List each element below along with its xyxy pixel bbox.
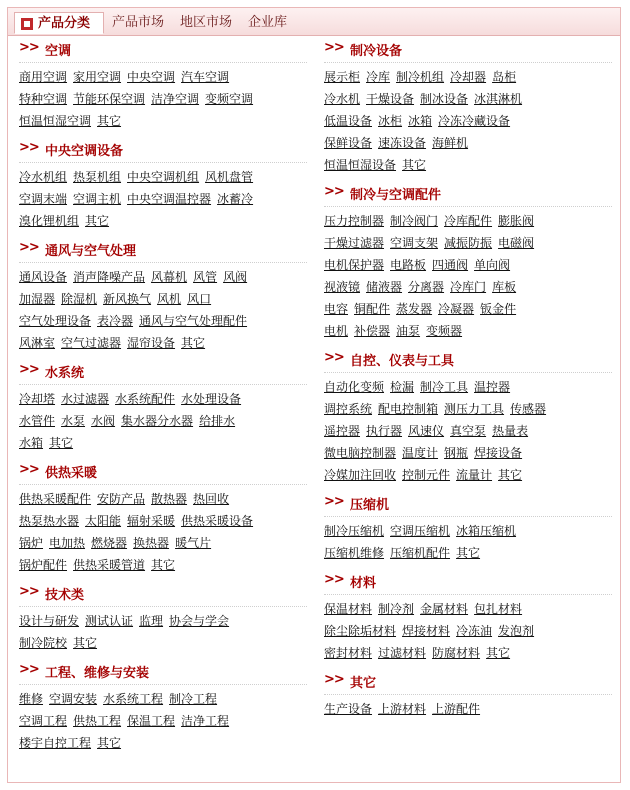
category-icon [21, 18, 33, 30]
chevron-icon: >> [19, 584, 39, 599]
category-link[interactable]: 视液镜 [324, 280, 361, 294]
category-link[interactable]: 遥控器 [324, 424, 361, 438]
category-link[interactable]: 蒸发器 [396, 302, 433, 316]
category-link[interactable]: 上游配件 [432, 702, 481, 716]
category-link[interactable]: 特种空调 [19, 92, 68, 106]
category-link[interactable]: 金属材料 [420, 602, 469, 616]
category-link[interactable]: 制冷机组 [396, 70, 445, 84]
item-row [19, 510, 307, 532]
category-link[interactable]: 水泵 [61, 414, 86, 428]
category-link[interactable]: 四通阀 [432, 258, 469, 272]
category-link[interactable]: 压缩机配件 [390, 546, 451, 560]
category-link[interactable]: 恒温恒湿空调 [19, 114, 92, 128]
section-items [19, 610, 307, 654]
section-header [19, 138, 307, 163]
category-link[interactable]: 热泵热水器 [19, 514, 80, 528]
category-link[interactable]: 冷却塔 [19, 392, 56, 406]
chevron-icon: >> [19, 462, 39, 477]
category-link[interactable]: 水箱 [19, 436, 44, 450]
category-link[interactable]: 干燥过滤器 [324, 236, 385, 250]
category-link[interactable]: 测试认证 [85, 614, 134, 628]
category-link[interactable]: 保温材料 [324, 602, 373, 616]
category-link[interactable]: 电加热 [49, 536, 86, 550]
category-panel [7, 7, 621, 783]
category-link[interactable]: 供热采暖管道 [73, 558, 146, 572]
section-items [19, 266, 307, 354]
category-link[interactable]: 冷媒加注回收 [324, 468, 397, 482]
chevron-icon: >> [324, 572, 344, 587]
item-row [19, 610, 307, 632]
category-link[interactable]: 微电脑控制器 [324, 446, 397, 460]
category-link[interactable]: 变频空调 [205, 92, 254, 106]
category-link[interactable]: 生产设备 [324, 702, 373, 716]
item-row [19, 88, 307, 110]
category-link[interactable]: 水系统工程 [103, 692, 164, 706]
category-link[interactable]: 锅炉 [19, 536, 44, 550]
item-row [19, 432, 307, 454]
category-link[interactable]: 冰箱 [408, 114, 433, 128]
section-header [19, 38, 307, 63]
item-row [324, 254, 612, 276]
item-row [324, 620, 612, 642]
category-link[interactable]: 除尘除垢材料 [324, 624, 397, 638]
category-link[interactable]: 节能环保空调 [73, 92, 146, 106]
category-link[interactable]: 电路板 [390, 258, 427, 272]
chevron-icon: >> [324, 40, 344, 55]
section-title[interactable]: 材料 [350, 576, 377, 591]
category-link[interactable]: 发泡剂 [498, 624, 535, 638]
category-link[interactable]: 消声降噪产品 [73, 270, 146, 284]
category-link[interactable]: 制冷压缩机 [324, 524, 385, 538]
section-title[interactable]: 制冷设备 [350, 44, 403, 59]
item-row [324, 320, 612, 342]
item-row [324, 520, 612, 542]
category-link[interactable]: 真空泵 [450, 424, 487, 438]
category-link[interactable]: 传感器 [510, 402, 547, 416]
category-link[interactable]: 储液器 [366, 280, 403, 294]
item-row [324, 420, 612, 442]
section-title[interactable]: 工程、维修与安装 [45, 666, 150, 681]
category-link[interactable]: 上游材料 [378, 702, 427, 716]
section-items [324, 698, 612, 720]
category-link[interactable]: 冰柜 [378, 114, 403, 128]
category-link[interactable]: 膨胀阀 [498, 214, 535, 228]
category-link[interactable]: 太阳能 [85, 514, 122, 528]
category-link[interactable]: 补偿器 [354, 324, 391, 338]
category-link[interactable]: 水管件 [19, 414, 56, 428]
category-link[interactable]: 冷库配件 [444, 214, 493, 228]
chevron-icon: >> [19, 362, 39, 377]
category-link[interactable]: 除湿机 [61, 292, 98, 306]
category-link[interactable]: 电机 [324, 324, 349, 338]
section-items [19, 166, 307, 232]
category-link[interactable]: 风速仪 [408, 424, 445, 438]
category-link[interactable]: 冷却器 [450, 70, 487, 84]
section-header [19, 360, 307, 385]
category-link[interactable]: 配电控制箱 [378, 402, 439, 416]
category-link[interactable]: 温控器 [474, 380, 511, 394]
item-row [19, 532, 307, 554]
section-items [324, 376, 612, 486]
category-link[interactable]: 家用空调 [73, 70, 122, 84]
category-link[interactable]: 温度计 [402, 446, 439, 460]
section-items [19, 688, 307, 754]
category-link[interactable]: 水处理设备 [181, 392, 242, 406]
category-link[interactable]: 电磁阀 [498, 236, 535, 250]
chevron-icon: >> [324, 350, 344, 365]
item-row [19, 388, 307, 410]
item-row [19, 166, 307, 188]
category-link[interactable]: 冷凝器 [438, 302, 475, 316]
category-link[interactable]: 热回收 [193, 492, 230, 506]
section-title[interactable]: 供热采暖 [45, 466, 98, 481]
category-link[interactable]: 检漏 [390, 380, 415, 394]
section-items [19, 66, 307, 132]
category-link[interactable]: 包扎材料 [474, 602, 523, 616]
tab-label: 产品分类 [38, 16, 91, 31]
category-link[interactable]: 保鲜设备 [324, 136, 373, 150]
category-link[interactable]: 热泵机组 [73, 170, 122, 184]
category-link[interactable]: 安防产品 [97, 492, 146, 506]
item-row [19, 632, 307, 654]
item-row [324, 642, 612, 664]
item-row [324, 276, 612, 298]
category-link[interactable]: 溴化锂机组 [19, 214, 80, 228]
category-link[interactable]: 监理 [139, 614, 164, 628]
chevron-icon: >> [19, 140, 39, 155]
category-link[interactable]: 其它 [151, 558, 176, 572]
category-link[interactable]: 海鲜机 [432, 136, 469, 150]
category-link[interactable]: 冷水机组 [19, 170, 68, 184]
category-link[interactable]: 维修 [19, 692, 44, 706]
category-link[interactable]: 变频器 [426, 324, 463, 338]
category-link[interactable]: 压力控制器 [324, 214, 385, 228]
item-row [324, 398, 612, 420]
section-header [324, 670, 612, 695]
category-link[interactable]: 干燥设备 [366, 92, 415, 106]
section-items [324, 66, 612, 176]
item-row [19, 554, 307, 576]
chevron-icon: >> [324, 184, 344, 199]
category-link[interactable]: 冷冻冷藏设备 [438, 114, 511, 128]
item-row [324, 232, 612, 254]
item-row [324, 442, 612, 464]
category-link[interactable]: 空调支架 [390, 236, 439, 250]
category-link[interactable]: 风幕机 [151, 270, 188, 284]
category-link[interactable]: 调控系统 [324, 402, 373, 416]
category-link[interactable]: 制冰设备 [420, 92, 469, 106]
category-link[interactable]: 速冻设备 [378, 136, 427, 150]
category-link[interactable]: 制冷剂 [378, 602, 415, 616]
category-link[interactable]: 冷冻油 [456, 624, 493, 638]
section-header [324, 570, 612, 595]
category-link[interactable]: 风口 [187, 292, 212, 306]
item-row [19, 410, 307, 432]
chevron-icon: >> [19, 240, 39, 255]
category-link[interactable]: 通风与空气处理配件 [139, 314, 248, 328]
section-title[interactable]: 技术类 [45, 588, 85, 603]
category-link[interactable]: 减振防振 [444, 236, 493, 250]
category-link[interactable]: 恒温恒湿设备 [324, 158, 397, 172]
section-title[interactable]: 中央空调设备 [45, 144, 124, 159]
category-link[interactable]: 集水器分水器 [121, 414, 194, 428]
category-link[interactable]: 湿帘设备 [127, 336, 176, 350]
category-link[interactable]: 压缩机维修 [324, 546, 385, 560]
category-link[interactable]: 暖气片 [175, 536, 212, 550]
category-link[interactable]: 冷库 [366, 70, 391, 84]
section-header [324, 492, 612, 517]
category-link[interactable]: 其它 [85, 214, 110, 228]
category-link[interactable]: 单向阀 [474, 258, 511, 272]
category-link[interactable]: 风机盘管 [205, 170, 254, 184]
category-link[interactable]: 新风换气 [103, 292, 152, 306]
section-header [19, 660, 307, 685]
category-link[interactable]: 冰淇淋机 [474, 92, 523, 106]
category-link[interactable]: 制冷阀门 [390, 214, 439, 228]
category-link[interactable]: 辐射采暖 [127, 514, 176, 528]
category-link[interactable]: 岛柜 [492, 70, 517, 84]
section-header [19, 582, 307, 607]
category-link[interactable]: 流量计 [456, 468, 493, 482]
item-row [324, 464, 612, 486]
category-link[interactable]: 制冷工程 [169, 692, 218, 706]
item-row [19, 288, 307, 310]
category-link[interactable]: 库板 [492, 280, 517, 294]
category-link[interactable]: 风淋室 [19, 336, 56, 350]
section-items [324, 520, 612, 564]
category-link[interactable]: 空调工程 [19, 714, 68, 728]
category-link[interactable]: 楼宇自控工程 [19, 736, 92, 750]
category-link[interactable]: 锅炉配件 [19, 558, 68, 572]
item-row [19, 188, 307, 210]
category-link[interactable]: 测压力工具 [444, 402, 505, 416]
chevron-icon: >> [19, 662, 39, 677]
category-link[interactable]: 风机 [157, 292, 182, 306]
category-link[interactable]: 协会与学会 [169, 614, 230, 628]
category-link[interactable]: 汽车空调 [181, 70, 230, 84]
category-link[interactable]: 油泵 [396, 324, 421, 338]
category-link[interactable]: 中央空调温控器 [127, 192, 212, 206]
category-link[interactable]: 冰蓄冷 [217, 192, 254, 206]
section-title[interactable]: 制冷与空调配件 [350, 188, 442, 203]
category-link[interactable]: 供热工程 [73, 714, 122, 728]
section-title[interactable]: 水系统 [45, 366, 85, 381]
item-row [19, 210, 307, 232]
category-link[interactable]: 焊接材料 [402, 624, 451, 638]
category-link[interactable]: 电容 [324, 302, 349, 316]
item-row [19, 310, 307, 332]
item-row [324, 210, 612, 232]
category-link[interactable]: 加湿器 [19, 292, 56, 306]
tab-company-directory[interactable]: 企业库 [248, 15, 288, 30]
category-link[interactable]: 商用空调 [19, 70, 68, 84]
category-link[interactable]: 其它 [181, 336, 206, 350]
item-row [324, 88, 612, 110]
item-row [324, 698, 612, 720]
section-items [324, 598, 612, 664]
category-link[interactable]: 风阀 [223, 270, 248, 284]
chevron-icon: >> [324, 672, 344, 687]
section-title[interactable]: 其它 [350, 676, 377, 691]
category-link[interactable]: 洁净空调 [151, 92, 200, 106]
item-row [19, 110, 307, 132]
category-link[interactable]: 其它 [498, 468, 523, 482]
category-link[interactable]: 制冷院校 [19, 636, 68, 650]
item-row [324, 66, 612, 88]
category-link[interactable]: 空调压缩机 [390, 524, 451, 538]
category-link[interactable]: 空调主机 [73, 192, 122, 206]
category-link[interactable]: 水系统配件 [115, 392, 176, 406]
category-link[interactable]: 保温工程 [127, 714, 176, 728]
item-row [19, 688, 307, 710]
category-link[interactable]: 表冷器 [97, 314, 134, 328]
category-link[interactable]: 水过滤器 [61, 392, 110, 406]
tab-product-category[interactable] [14, 12, 104, 34]
category-link[interactable]: 燃烧器 [91, 536, 128, 550]
item-row [324, 132, 612, 154]
item-row [19, 488, 307, 510]
category-link[interactable]: 执行器 [366, 424, 403, 438]
item-row [324, 110, 612, 132]
category-link[interactable]: 钣金件 [480, 302, 517, 316]
category-link[interactable]: 给排水 [199, 414, 236, 428]
chevron-icon: >> [19, 40, 39, 55]
category-link[interactable]: 水阀 [91, 414, 116, 428]
tab-product-market[interactable]: 产品市场 [112, 15, 165, 30]
category-link[interactable]: 散热器 [151, 492, 188, 506]
category-link[interactable]: 空调末端 [19, 192, 68, 206]
category-link[interactable]: 风管 [193, 270, 218, 284]
category-link[interactable]: 铜配件 [354, 302, 391, 316]
section-title[interactable]: 空调 [45, 44, 72, 59]
category-link[interactable]: 焊接设备 [474, 446, 523, 460]
tab-region-market[interactable]: 地区市场 [180, 15, 233, 30]
category-link[interactable]: 冷库门 [450, 280, 487, 294]
category-link[interactable]: 空调安装 [49, 692, 98, 706]
section-title[interactable]: 自控、仪表与工具 [350, 354, 455, 369]
category-link[interactable]: 供热采暖设备 [181, 514, 254, 528]
section-header [324, 182, 612, 207]
section-header [19, 460, 307, 485]
category-link[interactable]: 中央空调 [127, 70, 176, 84]
item-row [19, 266, 307, 288]
item-row [19, 710, 307, 732]
category-link[interactable]: 设计与研发 [19, 614, 80, 628]
item-row [324, 542, 612, 564]
category-link[interactable]: 中央空调机组 [127, 170, 200, 184]
category-link[interactable]: 分离器 [408, 280, 445, 294]
section-header [324, 38, 612, 63]
category-link[interactable]: 防腐材料 [432, 646, 481, 660]
chevron-icon: >> [324, 494, 344, 509]
category-link[interactable]: 冷水机 [324, 92, 361, 106]
category-link[interactable]: 空气过滤器 [61, 336, 122, 350]
category-link[interactable]: 通风设备 [19, 270, 68, 284]
section-header [19, 238, 307, 263]
category-link[interactable]: 空气处理设备 [19, 314, 92, 328]
category-link[interactable]: 密封材料 [324, 646, 373, 660]
item-row [324, 376, 612, 398]
category-link[interactable]: 其它 [49, 436, 74, 450]
category-link[interactable]: 电机保护器 [324, 258, 385, 272]
section-header [324, 348, 612, 373]
category-link[interactable]: 供热采暖配件 [19, 492, 92, 506]
category-link[interactable]: 控制元件 [402, 468, 451, 482]
section-items [19, 488, 307, 576]
section-title[interactable]: 压缩机 [350, 498, 390, 513]
category-link[interactable]: 钢瓶 [444, 446, 469, 460]
category-link[interactable]: 其它 [97, 114, 122, 128]
item-row [324, 598, 612, 620]
item-row [19, 332, 307, 354]
category-link[interactable]: 自动化变频 [324, 380, 385, 394]
category-link[interactable]: 其它 [73, 636, 98, 650]
item-row [19, 732, 307, 754]
category-link[interactable]: 展示柜 [324, 70, 361, 84]
category-link[interactable]: 其它 [456, 546, 481, 560]
category-link[interactable]: 其它 [402, 158, 427, 172]
item-row [324, 298, 612, 320]
category-link[interactable]: 过滤材料 [378, 646, 427, 660]
tab-bar [8, 8, 620, 36]
category-link[interactable]: 换热器 [133, 536, 170, 550]
section-items [19, 388, 307, 454]
category-link[interactable]: 低温设备 [324, 114, 373, 128]
category-link[interactable]: 其它 [97, 736, 122, 750]
section-items [324, 210, 612, 342]
category-link[interactable]: 洁净工程 [181, 714, 230, 728]
category-link[interactable]: 制冷工具 [420, 380, 469, 394]
category-link[interactable]: 热量表 [492, 424, 529, 438]
item-row [324, 154, 612, 176]
item-row [19, 66, 307, 88]
category-link[interactable]: 其它 [486, 646, 511, 660]
category-link[interactable]: 冰箱压缩机 [456, 524, 517, 538]
section-title[interactable]: 通风与空气处理 [45, 244, 137, 259]
